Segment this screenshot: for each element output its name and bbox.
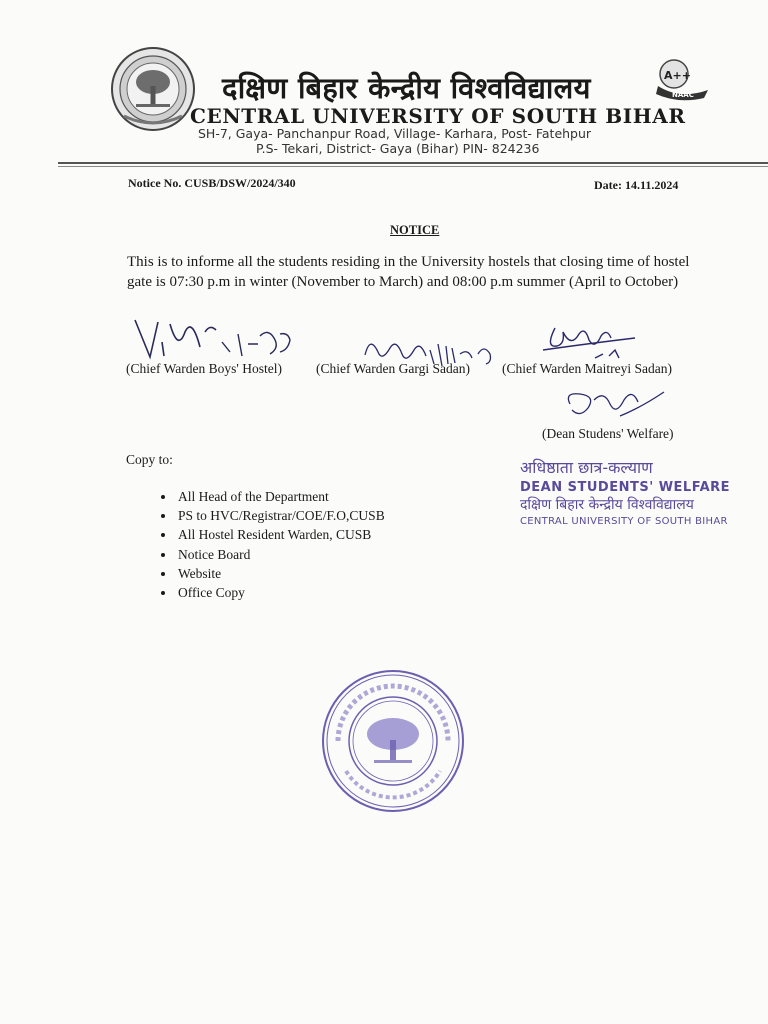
address-line-2: P.S- Tekari, District- Gaya (Bihar) PIN- 824236 <box>256 141 540 156</box>
stamp-line-dean: DEAN STUDENTS' WELFARE <box>520 480 731 495</box>
signatory-dean-students-welfare: (Dean Studens' Welfare) <box>542 426 674 441</box>
university-english-title: CENTRAL UNIVERSITY OF SOUTH BIHAR <box>190 104 686 128</box>
signatory-boys-hostel: (Chief Warden Boys' Hostel) <box>126 361 282 376</box>
header-divider-thin <box>58 166 768 167</box>
header-divider <box>58 162 768 164</box>
signature-boys-hostel-warden <box>130 312 300 362</box>
signature-maitreyi-sadan-warden <box>535 318 645 362</box>
signature-dean-students-welfare <box>560 386 670 426</box>
dean-stamp <box>520 456 730 527</box>
stamp-line-university: CENTRAL UNIVERSITY OF SOUTH BIHAR <box>520 516 728 527</box>
list-item: • All Hostel Resident Warden, CUSB <box>176 525 385 544</box>
naac-badge-icon <box>650 56 710 102</box>
signatory-gargi-sadan: (Chief Warden Gargi Sadan) <box>316 361 470 376</box>
university-logo <box>110 46 196 132</box>
naac-label: NAAC <box>672 91 694 99</box>
list-item: • Website <box>176 564 385 583</box>
stamp-line-hindi-university: दक्षिण बिहार केन्द्रीय विश्वविद्यालय <box>520 497 694 513</box>
signatory-maitreyi-sadan: (Chief Warden Maitreyi Sadan) <box>502 361 672 376</box>
office-seal-icon <box>318 666 468 816</box>
list-item: • Office Copy <box>176 583 385 602</box>
list-item: • Notice Board <box>176 545 385 564</box>
notice-date: Date: 14.11.2024 <box>594 178 679 192</box>
copy-to-label: Copy to: <box>126 452 173 467</box>
list-item: • PS to HVC/Registrar/COE/F.O,CUSB <box>176 506 385 525</box>
notice-body: This is to informe all the students residing in the University hostels that closing time of hostel gate is 07:30 p.m in winter (November to March) and 08:00 p.m summer (April to October) <box>127 254 690 290</box>
notice-heading: NOTICE <box>390 223 440 237</box>
stamp-line-hindi-dean: अधिष्ठाता छात्र-कल्याण <box>520 458 653 477</box>
notice-number: Notice No. CUSB/DSW/2024/340 <box>128 176 296 190</box>
naac-grade: A++ <box>664 69 691 82</box>
address-line-1: SH-7, Gaya- Panchanpur Road, Village- Karhara, Post- Fatehpur <box>198 126 592 141</box>
copy-to-list <box>158 487 385 602</box>
university-hindi-title: दक्षिण बिहार केन्द्रीय विश्वविद्यालय <box>222 71 591 105</box>
list-item: • All Head of the Department <box>176 487 385 506</box>
